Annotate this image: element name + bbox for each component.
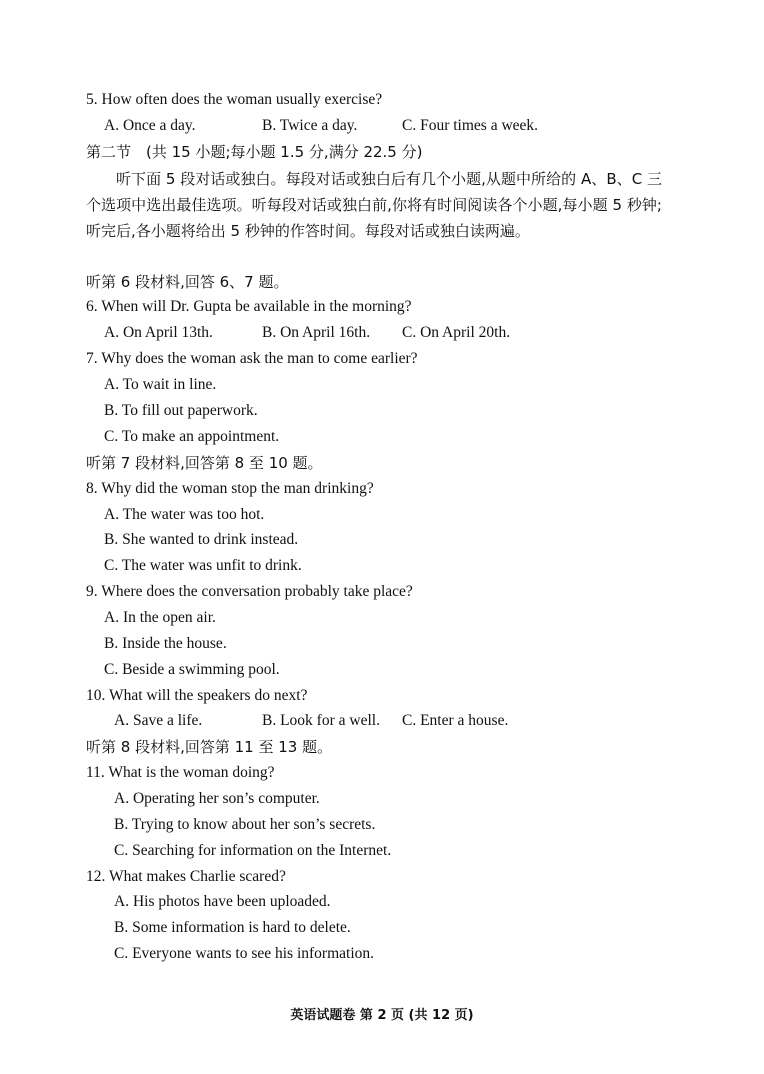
material-6-heading: 听第 6 段材料,回答 6、7 题。 — [86, 273, 289, 291]
section-header: 第二节 (共 15 小题;每小题 1.5 分,满分 22.5 分) — [86, 143, 423, 161]
option-c: C. Four times a week. — [402, 117, 539, 134]
material-7-heading: 听第 7 段材料,回答第 8 至 10 题。 — [86, 454, 323, 472]
question-10: 10. What will the speakers do next? — [86, 687, 308, 704]
option-b: B. On April 16th. — [262, 324, 371, 341]
option-b: B. Trying to know about her son’s secrets. — [114, 816, 376, 833]
option-c: C. To make an appointment. — [104, 428, 280, 445]
page-footer: 英语试题卷 第 2 页 (共 12 页) — [290, 1008, 474, 1023]
option-b: B. Look for a well. — [262, 712, 380, 729]
question-8: 8. Why did the woman stop the man drinking? — [86, 480, 374, 497]
option-a: A. In the open air. — [104, 609, 216, 626]
option-b: B. She wanted to drink instead. — [104, 531, 299, 548]
option-a: A. Once a day. — [104, 117, 196, 134]
question-7: 7. Why does the woman ask the man to come earlier? — [86, 350, 418, 367]
option-b: B. Twice a day. — [262, 117, 358, 134]
question-5: 5. How often does the woman usually exercise? — [86, 91, 383, 108]
option-a: A. The water was too hot. — [104, 506, 265, 523]
material-8-heading: 听第 8 段材料,回答第 11 至 13 题。 — [86, 738, 333, 756]
option-c: C. The water was unfit to drink. — [104, 557, 302, 574]
option-a: A. Save a life. — [114, 712, 203, 729]
option-c: C. Beside a swimming pool. — [104, 661, 280, 678]
question-11: 11. What is the woman doing? — [86, 764, 275, 781]
option-a: A. On April 13th. — [104, 324, 213, 341]
option-c: C. Enter a house. — [402, 712, 509, 729]
section-instructions: 听下面 5 段对话或独白。每段对话或独白后有几个小题,从题中所给的 A、B、C 三个选项中选出最佳选项。听每段对话或独白前,你将有时间阅读各个小题,每小题 5 秒钟;听完后,各小题将给出 5 秒钟的作答时间。每段对话或独白读两遍。 — [86, 170, 662, 240]
question-12: 12. What makes Charlie scared? — [86, 868, 286, 885]
option-b: B. To fill out paperwork. — [104, 402, 258, 419]
option-b: B. Inside the house. — [104, 635, 227, 652]
question-9: 9. Where does the conversation probably take place? — [86, 583, 413, 600]
option-c: C. Everyone wants to see his information. — [114, 945, 375, 962]
option-b: B. Some information is hard to delete. — [114, 919, 351, 936]
option-a: A. To wait in line. — [104, 376, 217, 393]
option-a: A. Operating her son’s computer. — [114, 790, 320, 807]
option-c: C. On April 20th. — [402, 324, 511, 341]
option-c: C. Searching for information on the Internet. — [114, 842, 392, 859]
question-6: 6. When will Dr. Gupta be available in the morning? — [86, 298, 412, 315]
option-a: A. His photos have been uploaded. — [114, 893, 331, 910]
